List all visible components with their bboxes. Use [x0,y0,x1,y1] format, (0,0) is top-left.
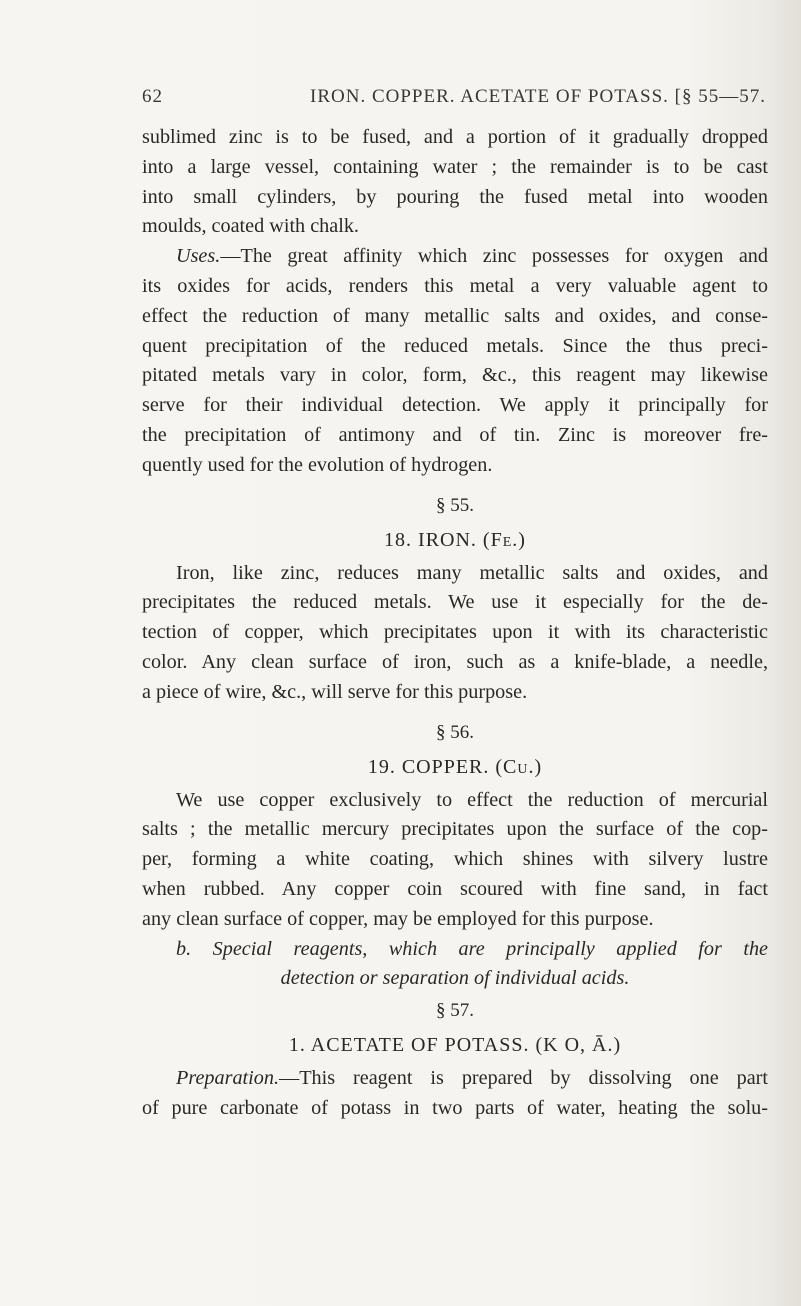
text-line: sublimed zinc is to be fused, and a portion of it gradually dropped [142,126,768,148]
uses-first-line: —The great affinity which zinc possesses for oxygen and [220,245,768,268]
section-number-55: § 55. [436,494,474,516]
text-line: effect the reduction of many metallic salts and oxides, and conse- [142,304,768,327]
section-title-iron: 18. IRON. (Fe.) [384,528,526,551]
running-title: IRON. COPPER. ACETATE OF POTASS. [§ 55—57. [310,86,766,107]
text-line: into a large vessel, containing water ; the remainder is to be cast [142,155,768,178]
text-line: precipitates the reduced metals. We use it especially for the de- [142,591,768,614]
section-title-acetate-of-potass: 1. ACETATE OF POTASS. (K O, Ā.) [288,1034,622,1057]
text-line: serve for their individual detection. We apply it principally for [142,394,768,417]
text-line: quently used for the evolution of hydrogen. [142,453,493,476]
text-line: when rubbed. Any copper coin scoured with fine sand, in fact [142,877,768,900]
uses-lead: Uses. [176,245,221,268]
preparation-lead: Preparation. [176,1067,279,1090]
subheading-line-1: b. Special reagents, which are principally applied for the [176,937,768,960]
text-line: of pure carbonate of potass in two parts of water, heating the solu- [142,1096,768,1119]
text-line: the precipitation of antimony and of tin. Zinc is moreover fre- [142,423,768,446]
text-line: quent precipitation of the reduced metals. Since the thus preci- [142,334,768,357]
text-line: per, forming a white coating, which shines with silvery lustre [142,848,768,871]
text-line: a piece of wire, &c., will serve for this purpose. [142,680,528,703]
text-line: tection of copper, which precipitates upon it with its characteristic [142,621,768,644]
text-line: pitated metals vary in color, form, &c., this reagent may likewise [142,364,768,387]
text-line: salts ; the metallic mercury precipitates upon the surface of the cop- [142,818,768,841]
section-number-56: § 56. [436,721,474,743]
running-header [142,86,766,112]
text-line: its oxides for acids, renders this metal a very valuable agent to [142,274,768,297]
text-line: moulds, coated with chalk. [142,215,359,238]
text-line-preparation [142,1064,768,1094]
preparation-first-line: —This reagent is prepared by dissolving one part [279,1067,768,1090]
page-number: 62 [142,86,163,107]
text-line-uses [142,242,768,272]
text-line: We use copper exclusively to effect the reduction of mercurial [176,788,768,811]
text-line: color. Any clean surface of iron, such as a knife-blade, a needle, [142,650,768,673]
text-line: Iron, like zinc, reduces many metallic salts and oxides, and [176,561,768,584]
page-body [142,123,768,1124]
section-number-57: § 57. [436,1000,474,1022]
text-line: any clean surface of copper, may be employed for this purpose. [142,907,654,930]
text-line: into small cylinders, by pouring the fused metal into wooden [142,185,768,208]
section-title-copper: 19. COPPER. (Cu.) [367,755,543,778]
subheading-line-2: detection or separation of individual acids. [280,967,630,990]
